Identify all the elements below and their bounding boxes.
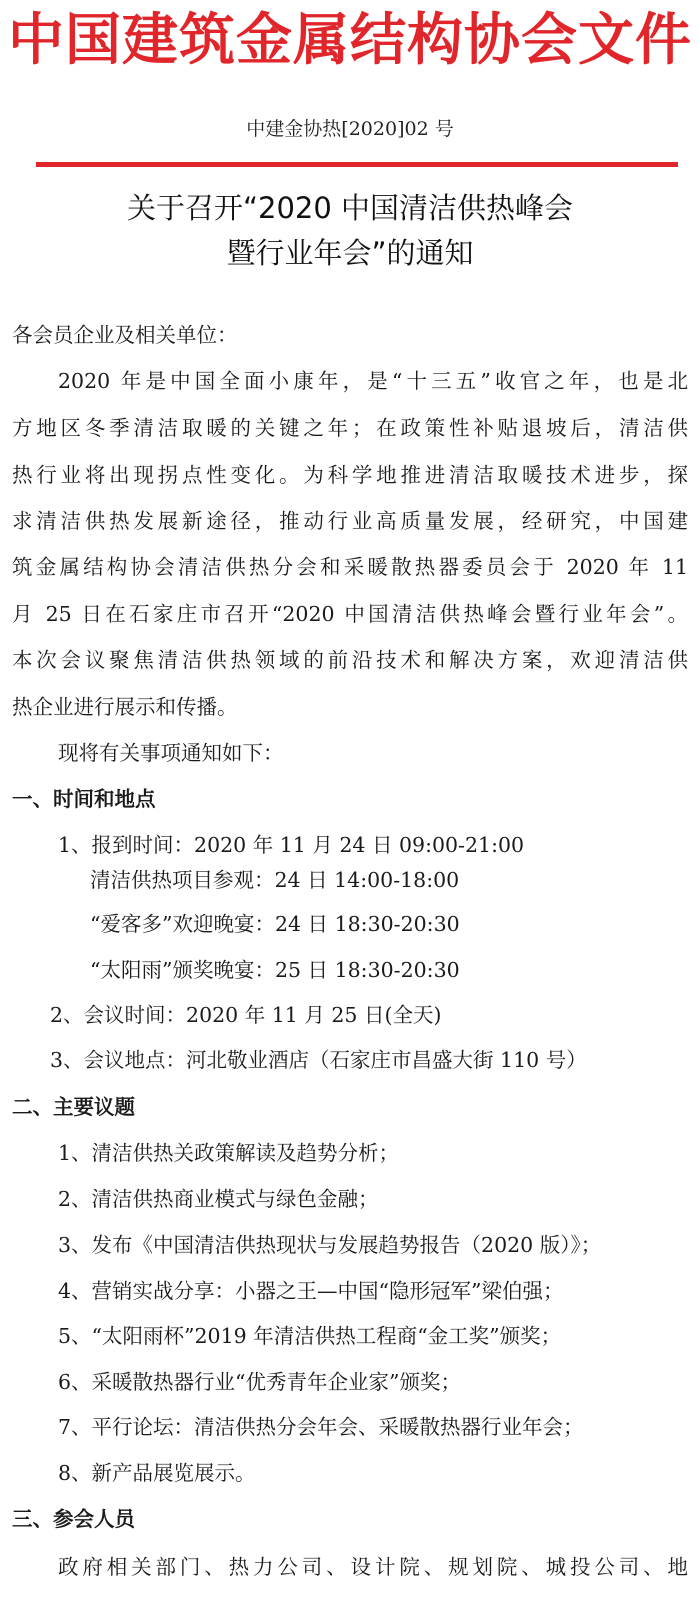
list-item: 7、平行论坛：清洁供热分会年会、采暖散热器行业年会； xyxy=(58,1415,584,1439)
intro-line: 热企业进行展示和传播。 xyxy=(12,695,238,719)
notice-title-line-2: 暨行业年会”的通知 xyxy=(226,236,474,270)
list-item: “太阳雨”颁奖晚宴：25 日 18:30-20:30 xyxy=(90,958,460,982)
document-number: 中建金协热[2020]02 号 xyxy=(246,118,454,140)
red-divider-line xyxy=(36,162,678,167)
list-item: 2、清洁供热商业模式与绿色金融； xyxy=(58,1187,379,1211)
section-heading-time-place: 一、时间和地点 xyxy=(12,787,156,811)
intro-line: 方地区冬季清洁取暖的关键之年；在政策性补贴退坡后，清洁供 xyxy=(12,416,688,440)
salutation: 各会员企业及相关单位： xyxy=(12,323,238,347)
notice-title-line-1: 关于召开“2020 中国清洁供热峰会 xyxy=(126,191,574,225)
list-item: 4、营销实战分享：小器之王—中国“隐形冠军”梁伯强； xyxy=(58,1279,564,1303)
list-item: “爱客多”欢迎晚宴：24 日 18:30-20:30 xyxy=(90,912,460,936)
intro-line: 本次会议聚焦清洁供热领域的前沿技术和解决方案，欢迎清洁供 xyxy=(12,648,688,672)
intro-line: 热行业将出现拐点性变化。为科学地推进清洁取暖技术进步，探 xyxy=(12,463,688,487)
list-item: 5、“太阳雨杯”2019 年清洁供热工程商“金工奖”颁奖； xyxy=(58,1324,562,1348)
notice-lead: 现将有关事项通知如下： xyxy=(58,741,284,765)
intro-line: 筑金属结构协会清洁供热分会和采暖散热器委员会于 2020 年 11 xyxy=(12,555,688,579)
list-item: 1、报到时间：2020 年 11 月 24 日 09:00-21:00 xyxy=(58,833,525,857)
list-item: 3、发布《中国清洁供热现状与发展趋势报告（2020 版）》； xyxy=(58,1233,602,1257)
intro-line: 月 25 日在石家庄市召开“2020 中国清洁供热峰会暨行业年会”。 xyxy=(12,602,688,626)
section-heading-attendees: 三、参会人员 xyxy=(12,1507,135,1531)
list-item: 清洁供热项目参观：24 日 14:00-18:00 xyxy=(90,868,460,892)
list-item: 3、会议地点：河北敬业酒店（石家庄市昌盛大街 110 号） xyxy=(50,1048,587,1072)
list-item: 8、新产品展览展示。 xyxy=(58,1461,256,1485)
list-item: 6、采暖散热器行业“优秀青年企业家”颁奖； xyxy=(58,1370,462,1394)
list-item: 1、清洁供热关政策解读及趋势分析； xyxy=(58,1141,400,1165)
attendees-line: 政府相关部门、热力公司、设计院、规划院、城投公司、地 xyxy=(58,1555,688,1579)
org-file-title: 中国建筑金属结构协会文件 xyxy=(8,7,692,73)
section-heading-topics: 二、主要议题 xyxy=(12,1095,135,1119)
intro-line: 2020 年是中国全面小康年，是“十三五”收官之年，也是北 xyxy=(58,369,688,393)
list-item: 2、会议时间：2020 年 11 月 25 日(全天) xyxy=(50,1003,442,1027)
intro-line: 求清洁供热发展新途径，推动行业高质量发展，经研究，中国建 xyxy=(12,509,688,533)
